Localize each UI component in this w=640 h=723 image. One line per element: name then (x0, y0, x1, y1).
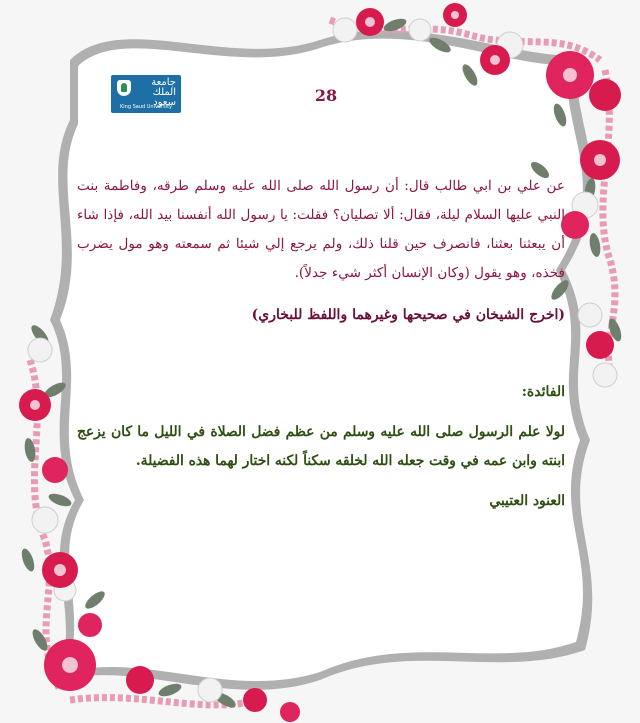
page-number: 28 (314, 86, 338, 105)
benefit-text: لولا علم الرسول صلى الله عليه وسلم من عظم فضل الصلاة في الليل ما كان يزعج ابنته وابن عمه في وقت جعله الله لخلقه سكناً لكنه اختار لهما هذه الفضيلة. (77, 424, 565, 469)
author-name: العنود العتيبي (489, 493, 565, 509)
flower-left-2 (42, 457, 68, 483)
flower-left-4 (78, 613, 102, 637)
hadith-source: (اخرج الشيخان في صحيحها وغيرهما واللفظ للبخاري) (251, 307, 565, 323)
benefit-title: الفائدة: (521, 384, 565, 400)
flower-right-4 (561, 211, 589, 239)
logo-english-name: King Saud University (120, 104, 172, 110)
frame-body (60, 39, 583, 681)
flower-bottom-2 (126, 666, 154, 694)
flower-right-2 (589, 79, 621, 111)
flower-right-5 (586, 331, 614, 359)
flower-bottom-4 (280, 702, 300, 722)
king-saud-university-logo (111, 75, 181, 113)
flower-bottom-3 (243, 688, 267, 712)
hadith-text: عن علي بن ابي طالب قال: أن رسول الله صلى الله عليه وسلم طرقه، وفاطمة بنت النبي عليها السلام ليلة، فقال: ألا تصليان؟ فقلت: يا رسول الله أنفسنا بيد الله، فإذا شاء أن يبعثنا بعثنا، فانصرف حين قلنا ذلك، ولم يرجع إلي شيئا ثم سمعته وهو مول يضرب فخذه، وهو يقول (وكان الإنسان أكثر شيء جدلاً). (77, 178, 565, 281)
palm-crest-icon (117, 80, 131, 96)
logo-arabic-name: جامعة الملك سعود (151, 77, 176, 108)
